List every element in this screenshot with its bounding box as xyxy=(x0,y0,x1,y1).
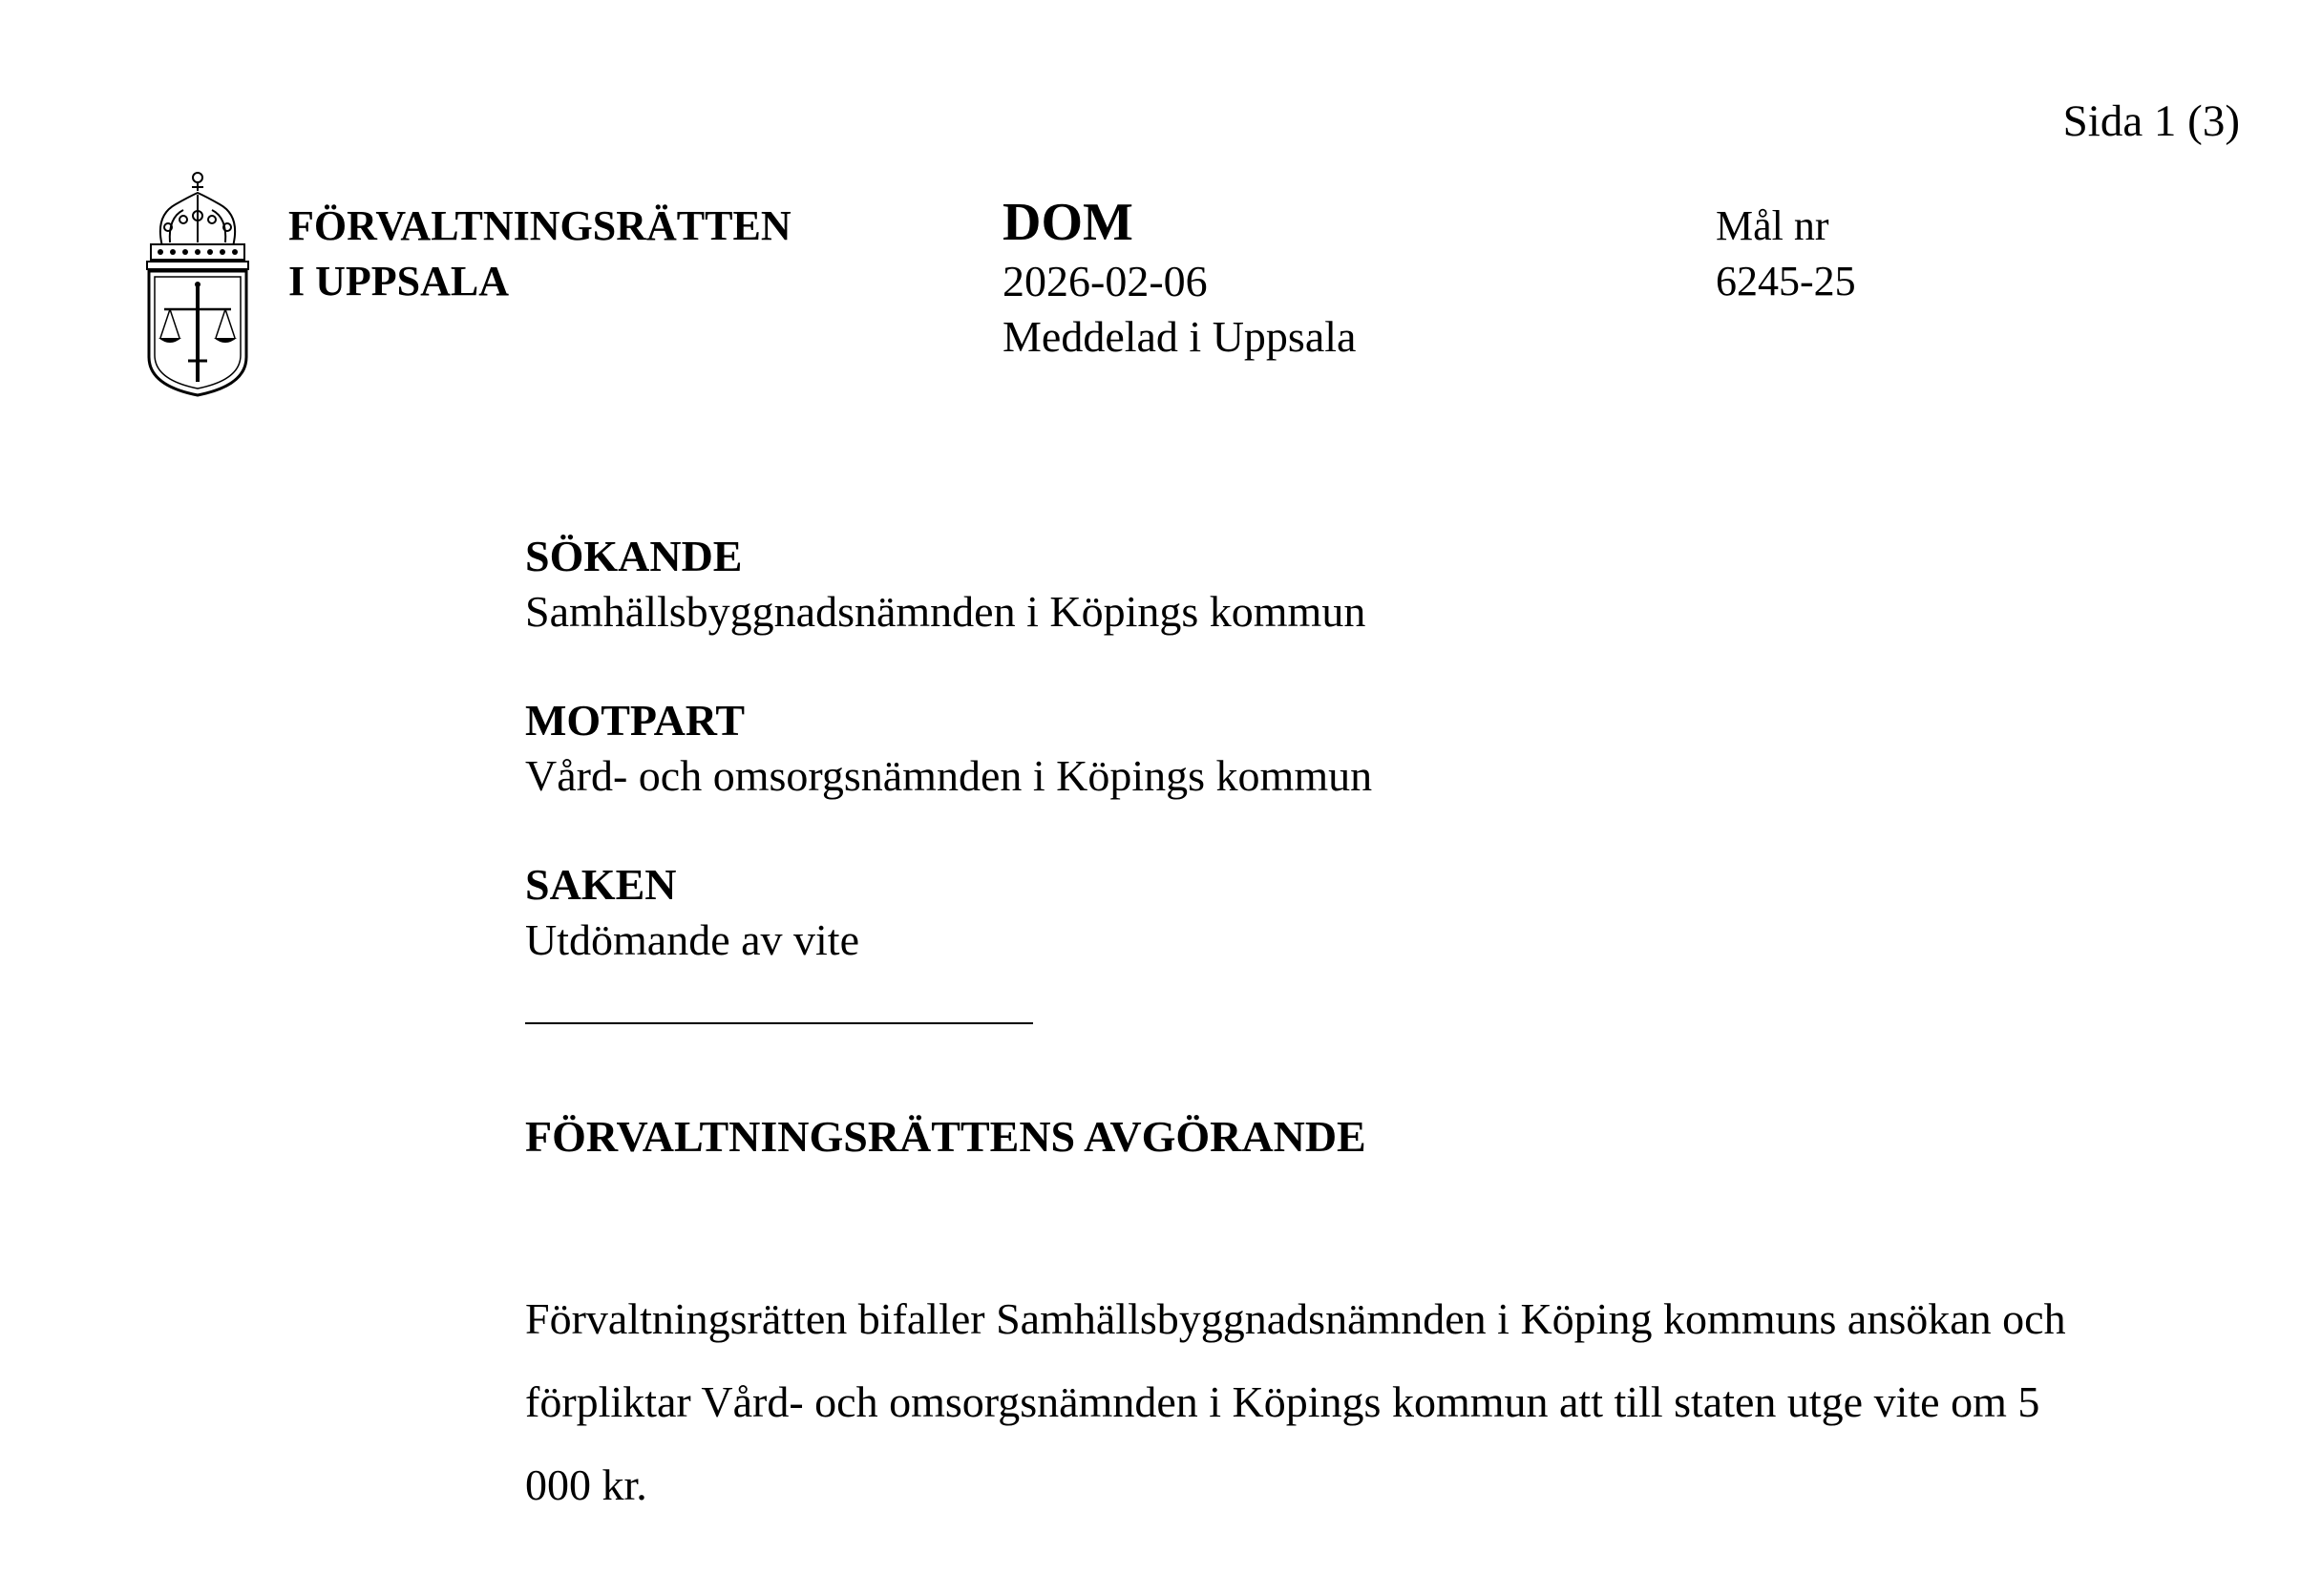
counterparty-heading: MOTPART xyxy=(525,696,746,745)
decision-heading: FÖRVALTNINGSRÄTTENS AVGÖRANDE xyxy=(525,1112,1366,1161)
court-name-line1: FÖRVALTNINGSRÄTTEN xyxy=(288,202,792,249)
matter-heading: SAKEN xyxy=(525,860,677,909)
section-divider xyxy=(525,1022,1033,1024)
case-number-label: Mål nr xyxy=(1716,202,1829,249)
applicant-block xyxy=(525,529,1372,640)
document-type: DOM xyxy=(1003,193,1133,252)
court-name-line2: I UPPSALA xyxy=(288,258,510,304)
case-number: 6245-25 xyxy=(1716,258,1856,304)
applicant-value: Samhällsbyggnadsnämnden i Köpings kommun xyxy=(525,587,1366,636)
matter-block xyxy=(525,857,1372,968)
decision-text: Förvaltningsrätten bifaller Samhällsbyggnadsnämnden i Köping kommuns ansökan och förpliktar Vård- och omsorgsnämnden i Köpings kommun att till staten utge vite om 5 000 kr. xyxy=(525,1294,2066,1509)
matter-value: Utdömande av vite xyxy=(525,915,860,964)
case-info xyxy=(1716,199,1856,309)
counterparty-block xyxy=(525,693,1372,804)
court-name xyxy=(288,199,792,309)
document-date: 2026-02-06 xyxy=(1003,257,1208,305)
applicant-heading: SÖKANDE xyxy=(525,532,743,580)
coat-of-arms-icon xyxy=(141,170,254,397)
parties-section xyxy=(525,529,1372,1021)
document-place: Meddelad i Uppsala xyxy=(1003,312,1357,361)
counterparty-value: Vård- och omsorgsnämnden i Köpings kommun xyxy=(525,751,1373,800)
page-number: Sida 1 (3) xyxy=(2062,96,2240,146)
document-info xyxy=(1003,191,1356,365)
